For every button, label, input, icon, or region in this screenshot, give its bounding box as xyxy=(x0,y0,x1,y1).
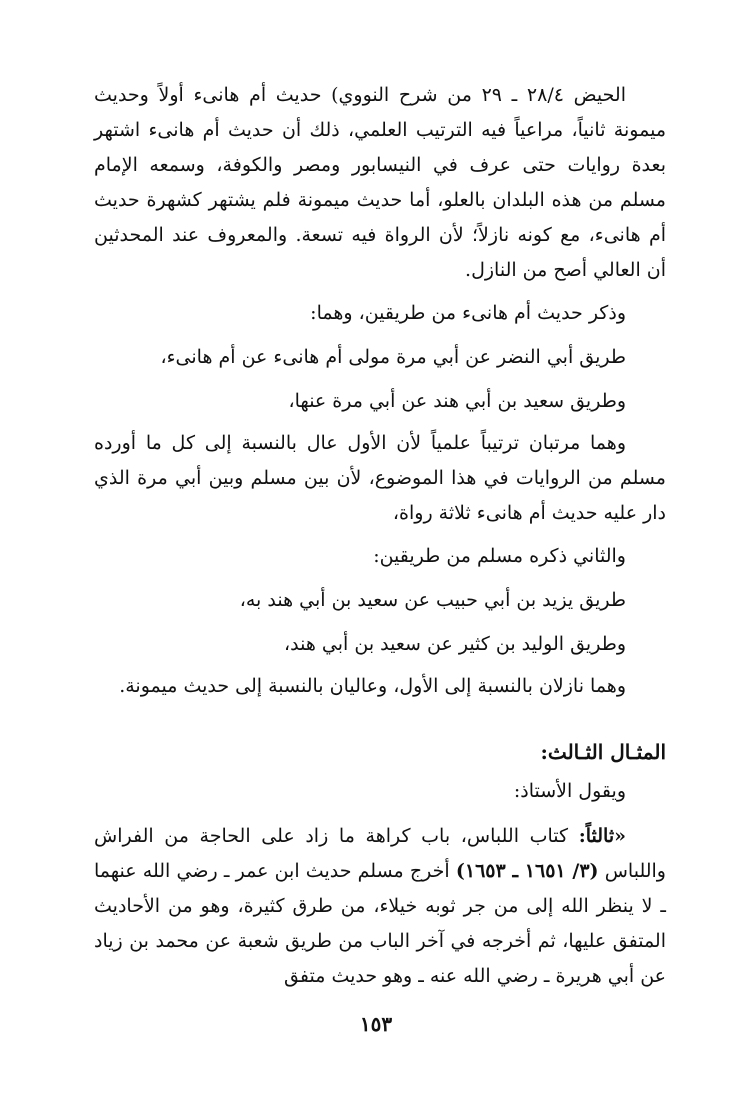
paragraph-comparison: وهما نازلان بالنسبة إلى الأول، وعاليان بالنسبة إلى حديث ميمونة. xyxy=(119,675,626,697)
example-reference: (٣/ ١٦٥١ ـ ١٦٥٣) xyxy=(455,860,599,882)
second-chains-list xyxy=(94,537,666,663)
route-yazid: طريق يزيد بن أبي حبيب عن سعيد بن أبي هند به، xyxy=(239,589,626,611)
paragraph-second-routes: والثاني ذكره مسلم من طريقين: xyxy=(373,545,626,567)
route-said-ibn-abi-hind: وطريق سعيد بن أبي هند عن أبي مرة عنها، xyxy=(288,390,626,412)
paragraph-ranking: وهما مرتبان ترتيباً علمياً لأن الأول عال بالنسبة إلى كل ما أورده مسلم من الروايات في هذا الموضوع، لأن بين مسلم وبين أبي مرة الذي دار عليه حديث أم هانىء ثلاثة رواة، xyxy=(94,432,666,524)
example-text-b: أخرج مسلم حديث ابن عمر ـ رضي الله عنهما ـ لا ينظر الله إلى من جر ثوبه خيلاء، من طرق كثيرة، وهو من الأحاديث المتفق عليها، ثم أخرجه في آخر الباب من طريق شعبة عن محمد بن زياد عن أبي هريرة ـ رضي الله عنه ـ وهو حديث متفق xyxy=(94,860,666,987)
section-heading: المثـال الثـالث: xyxy=(540,740,666,764)
example-text-a: كتاب اللباس، باب كراهة ما زاد على الحاجة من الفراش واللباس xyxy=(94,825,666,882)
quoted-example xyxy=(94,819,666,994)
route-walid: وطريق الوليد بن كثير عن سعيد بن أبي هند، xyxy=(284,633,626,655)
route-abu-nadr: طريق أبي النضر عن أبي مرة مولى أم هانىء عن أم هانىء، xyxy=(160,346,626,368)
paragraph-order-explanation: الحيض ٢٨/٤ ـ ٢٩ من شرح النووي) حديث أم هانىء أولاً وحديث ميمونة ثانياً، مراعياً فيه الترتيب العلمي، ذلك أن حديث أم هانىء اشتهر بعدة روايات حتى عرف في النيسابور ومصر والكوفة، وسمعه الإمام مسلم من هذه البلدان بالعلو، أما حديث ميمونة فلم يشتهر كشهرة حديث أم هانىء، مع كونه نازلاً؛ لأن الرواة فيه تسعة. والمعروف عند المحدثين أن العالي أصح من النازل. xyxy=(94,84,666,281)
main-text xyxy=(94,78,666,994)
chains-list xyxy=(94,294,666,420)
professor-intro: ويقول الأستاذ: xyxy=(513,780,626,802)
paragraph-two-routes: وذكر حديث أم هانىء من طريقين، وهما: xyxy=(310,302,626,324)
example-lead: «ثالثاً: xyxy=(578,825,626,847)
page-number: ١٥٣ xyxy=(359,1012,393,1036)
